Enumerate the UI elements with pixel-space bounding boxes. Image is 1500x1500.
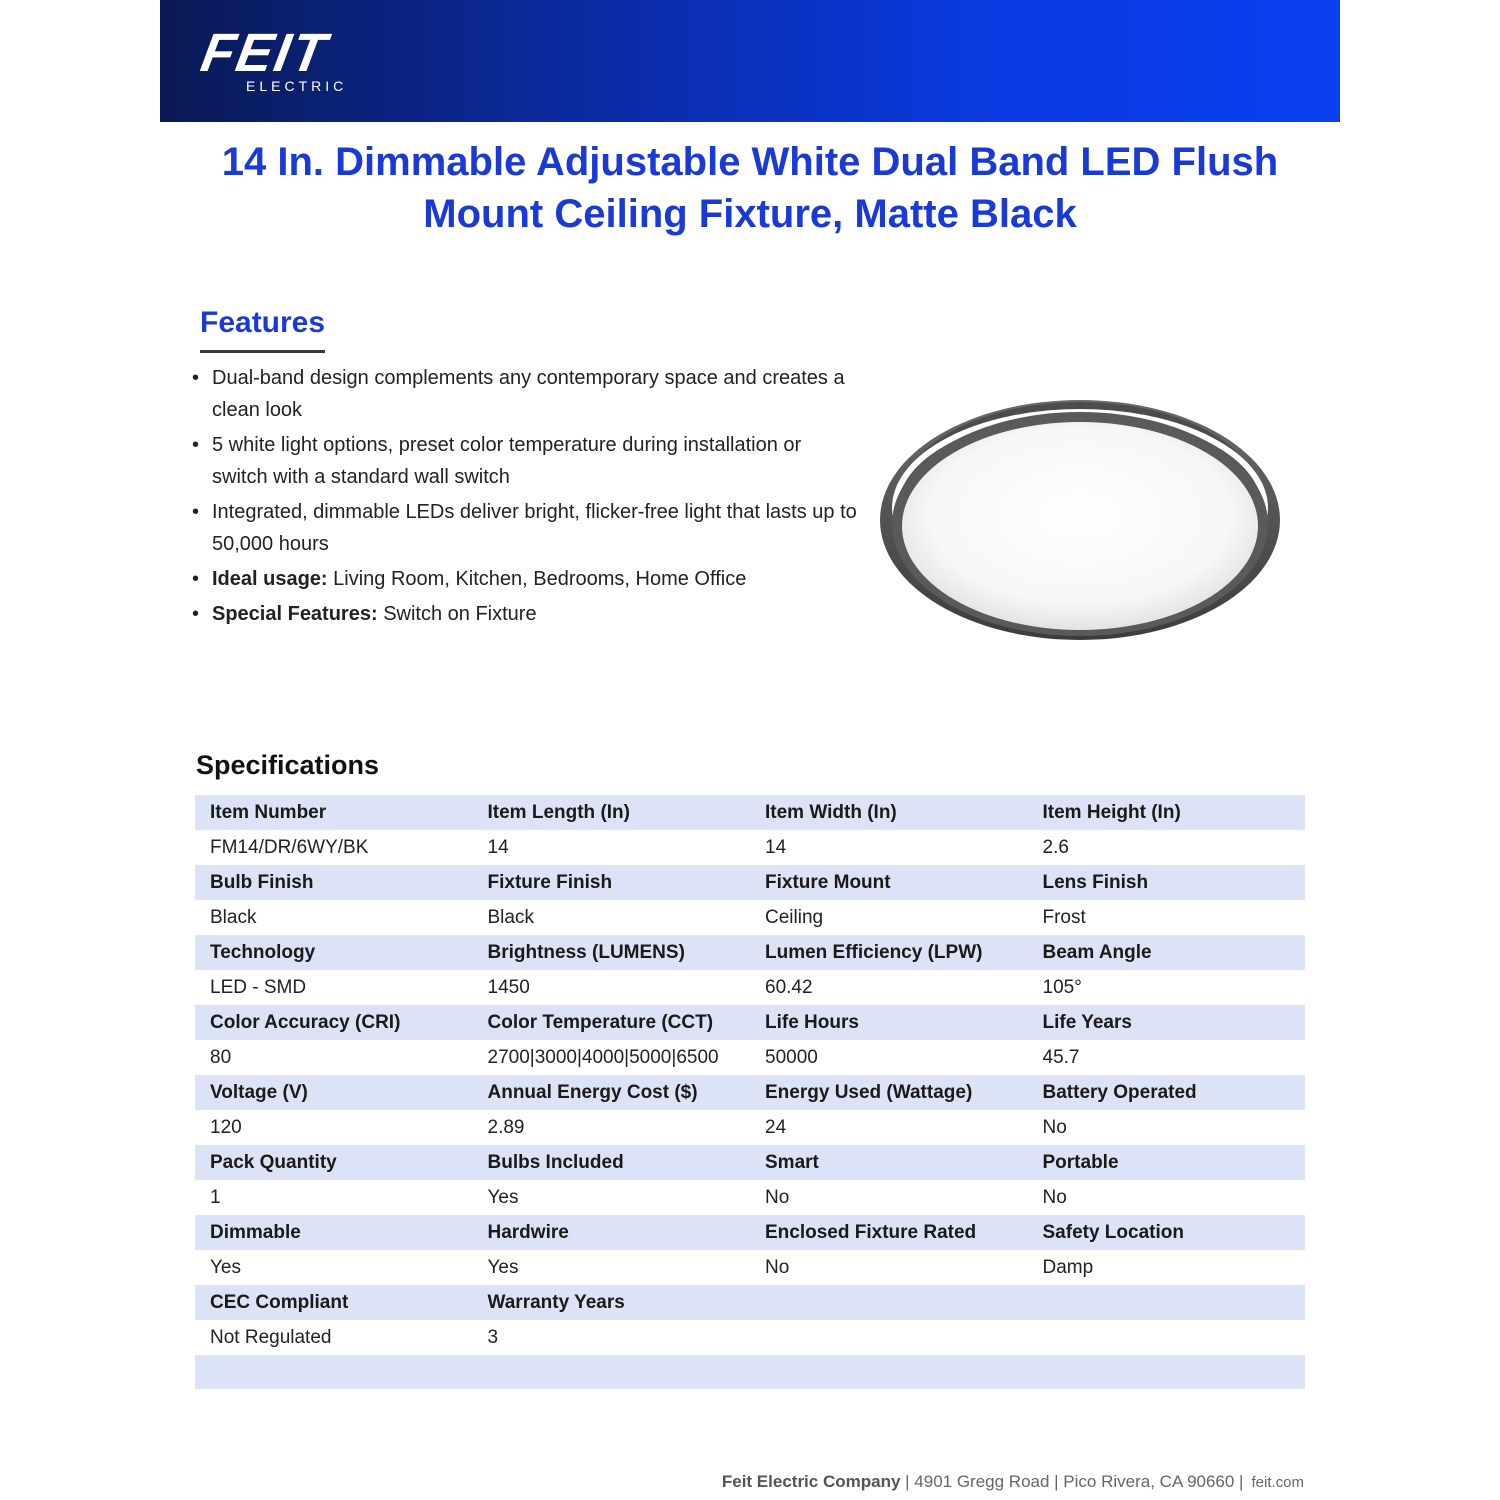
spec-value: 80: [195, 1040, 473, 1075]
spec-header-row: [195, 865, 1305, 900]
feature-text: Integrated, dimmable LEDs deliver bright, flicker-free light that lasts up to 50,000 hours: [212, 501, 857, 555]
spec-label: Annual Energy Cost ($): [473, 1075, 751, 1110]
spec-value: Damp: [1028, 1250, 1306, 1285]
spec-value: Frost: [1028, 900, 1306, 935]
spec-header-row: [195, 1145, 1305, 1180]
spec-value: [1028, 1320, 1306, 1355]
spec-value: 24: [750, 1110, 1028, 1145]
spec-header-row: [195, 1285, 1305, 1320]
spec-label: Portable: [1028, 1145, 1306, 1180]
spec-label: Hardwire: [473, 1215, 751, 1250]
spec-header-row: [195, 935, 1305, 970]
specifications-table: [195, 795, 1305, 1389]
spec-label: Voltage (V): [195, 1075, 473, 1110]
spec-label: Life Hours: [750, 1005, 1028, 1040]
spec-value: 2700|3000|4000|5000|6500: [473, 1040, 751, 1075]
spec-value: [750, 1320, 1028, 1355]
spec-value: 14: [473, 830, 751, 865]
feature-item: [190, 496, 860, 560]
spec-label: Color Accuracy (CRI): [195, 1005, 473, 1040]
spec-table-footer-band: [195, 1355, 1305, 1389]
feature-label: Ideal usage:: [212, 568, 328, 590]
spec-empty-cell: [750, 1355, 1028, 1389]
spec-value: 1450: [473, 970, 751, 1005]
spec-value-row: [195, 1250, 1305, 1285]
feature-text: 5 white light options, preset color temperature during installation or switch with a standard wall switch: [212, 434, 802, 488]
features-heading: Features: [200, 306, 325, 353]
specifications-heading: Specifications: [196, 750, 380, 780]
spec-value-row: [195, 1180, 1305, 1215]
spec-value: 60.42: [750, 970, 1028, 1005]
spec-label: Warranty Years: [473, 1285, 751, 1320]
header-banner: [160, 0, 1340, 122]
spec-value: 105°: [1028, 970, 1306, 1005]
spec-value: Black: [473, 900, 751, 935]
spec-label: Lumen Efficiency (LPW): [750, 935, 1028, 970]
spec-value: 3: [473, 1320, 751, 1355]
spec-value-row: [195, 1040, 1305, 1075]
spec-label: Brightness (LUMENS): [473, 935, 751, 970]
spec-value: Yes: [473, 1250, 751, 1285]
feature-item: [190, 362, 860, 426]
spec-header-row: [195, 795, 1305, 830]
spec-value: Yes: [195, 1250, 473, 1285]
spec-label: Pack Quantity: [195, 1145, 473, 1180]
spec-label: Dimmable: [195, 1215, 473, 1250]
spec-label: Lens Finish: [1028, 865, 1306, 900]
logo-subtext: ELECTRIC: [246, 78, 348, 94]
spec-label: Technology: [195, 935, 473, 970]
spec-label: Beam Angle: [1028, 935, 1306, 970]
spec-header-row: [195, 1005, 1305, 1040]
feature-text: Living Room, Kitchen, Bedrooms, Home Office: [327, 568, 747, 590]
logo-wordmark: FEIT: [196, 23, 333, 83]
spec-header-row: [195, 1075, 1305, 1110]
spec-label: [1028, 1285, 1306, 1320]
feit-electric-logo: [196, 23, 348, 94]
spec-value: No: [750, 1250, 1028, 1285]
spec-value-row: [195, 900, 1305, 935]
footer-company: Feit Electric Company: [721, 1472, 901, 1491]
spec-label: Color Temperature (CCT): [473, 1005, 751, 1040]
feature-label: Special Features:: [212, 603, 378, 625]
spec-value: LED - SMD: [195, 970, 473, 1005]
footer: [722, 1472, 1304, 1492]
spec-label: Bulb Finish: [195, 865, 473, 900]
spec-label: Energy Used (Wattage): [750, 1075, 1028, 1110]
product-title-line-2: Mount Ceiling Fixture, Matte Black: [423, 192, 1077, 236]
spec-value: 14: [750, 830, 1028, 865]
footer-address: | 4901 Gregg Road | Pico Rivera, CA 90660 |: [900, 1472, 1244, 1491]
spec-empty-cell: [473, 1355, 751, 1389]
feature-item: [190, 598, 860, 630]
spec-label: Enclosed Fixture Rated: [750, 1215, 1028, 1250]
spec-value-row: [195, 970, 1305, 1005]
spec-value: No: [1028, 1180, 1306, 1215]
feature-item: [190, 429, 860, 493]
product-title-line-1: 14 In. Dimmable Adjustable White Dual Band LED Flush: [221, 140, 1279, 184]
spec-value-row: [195, 830, 1305, 865]
item-number-link[interactable]: FM14/DR/6WY/BK: [195, 830, 473, 865]
ceiling-fixture-image: [870, 380, 1290, 650]
spec-label: [750, 1285, 1028, 1320]
spec-label: Item Length (In): [473, 795, 751, 830]
spec-label: Bulbs Included: [473, 1145, 751, 1180]
spec-empty-cell: [195, 1355, 473, 1389]
feature-text: Switch on Fixture: [383, 603, 537, 625]
footer-site-link[interactable]: feit.com: [1251, 1474, 1304, 1491]
spec-value: 50000: [750, 1040, 1028, 1075]
diffuser-lens: [902, 422, 1258, 630]
spec-label: Item Height (In): [1028, 795, 1306, 830]
spec-value: 2.6: [1028, 830, 1306, 865]
spec-label: CEC Compliant: [195, 1285, 473, 1320]
spec-value: Yes: [473, 1180, 751, 1215]
spec-label: Fixture Mount: [750, 865, 1028, 900]
spec-value: No: [1028, 1110, 1306, 1145]
spec-header-row: [195, 1215, 1305, 1250]
spec-label: Item Width (In): [750, 795, 1028, 830]
feature-text: Dual-band design complements any contemporary space and creates a clean look: [212, 367, 845, 421]
spec-label: Smart: [750, 1145, 1028, 1180]
spec-value: 45.7: [1028, 1040, 1306, 1075]
spec-label: Safety Location: [1028, 1215, 1306, 1250]
feature-item: [190, 563, 860, 595]
spec-value: Ceiling: [750, 900, 1028, 935]
spec-value: Not Regulated: [195, 1320, 473, 1355]
spec-label: Battery Operated: [1028, 1075, 1306, 1110]
product-title: [160, 136, 1340, 240]
spec-value: 1: [195, 1180, 473, 1215]
spec-value: 120: [195, 1110, 473, 1145]
spec-label: Life Years: [1028, 1005, 1306, 1040]
spec-value: No: [750, 1180, 1028, 1215]
spec-value-row: [195, 1320, 1305, 1355]
spec-value: 2.89: [473, 1110, 751, 1145]
spec-value-row: [195, 1110, 1305, 1145]
features-list: [190, 362, 860, 633]
spec-empty-cell: [1028, 1355, 1306, 1389]
spec-label: Fixture Finish: [473, 865, 751, 900]
spec-label: Item Number: [195, 795, 473, 830]
spec-value: Black: [195, 900, 473, 935]
